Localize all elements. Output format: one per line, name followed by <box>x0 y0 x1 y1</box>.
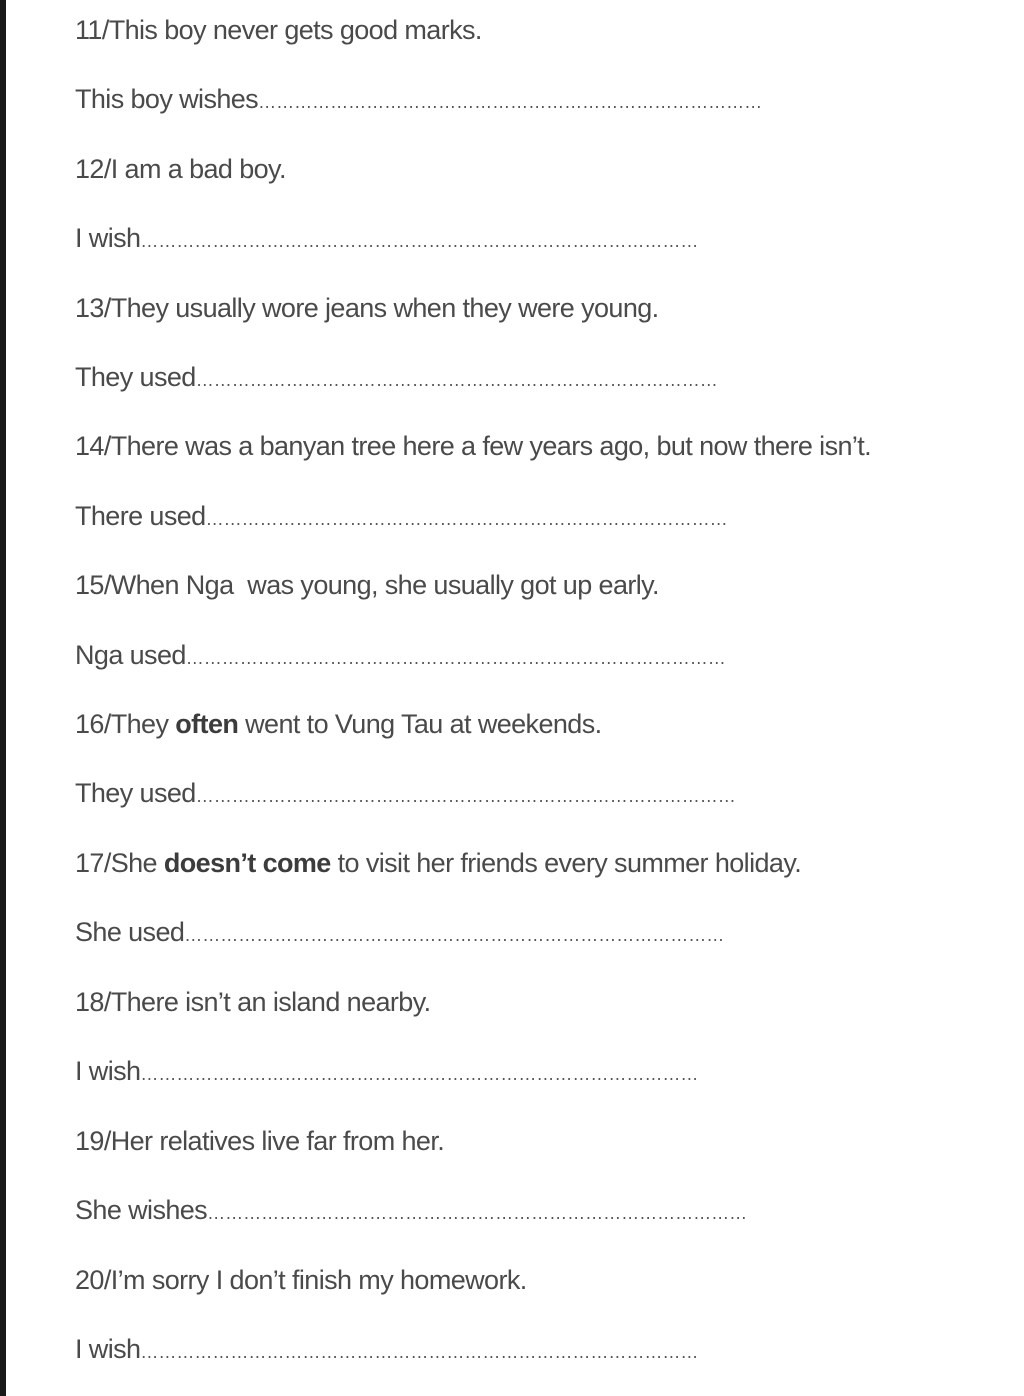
question-text: 19/Her relatives live far from her. <box>75 1126 445 1156</box>
question-text: 16/They <box>75 709 176 739</box>
answer-line-13[interactable] <box>75 359 718 395</box>
question-19 <box>75 1123 444 1159</box>
answer-prompt: She wishes <box>75 1195 208 1225</box>
question-keyword: often <box>175 709 239 739</box>
question-text: 12/I am a bad boy. <box>75 154 286 184</box>
question-20 <box>75 1262 527 1298</box>
question-text: 14/There was a banyan tree here a few years ago, but now there isn’t. <box>75 431 872 461</box>
question-12 <box>75 151 286 187</box>
answer-prompt: I wish <box>75 223 141 253</box>
answer-blank[interactable]: ………………………………………………………………………………… <box>140 231 699 251</box>
question-text: 20/I’m sorry I don’t finish my homework. <box>75 1265 527 1295</box>
answer-prompt: I wish <box>75 1056 141 1086</box>
answer-line-11[interactable] <box>75 81 762 117</box>
answer-line-14[interactable] <box>75 498 728 534</box>
question-16 <box>75 706 602 742</box>
question-text: 11/This boy never gets good marks. <box>75 15 482 45</box>
answer-blank[interactable]: ………………………………………………………………………… <box>258 92 763 112</box>
answer-line-19[interactable] <box>75 1192 747 1228</box>
question-15 <box>75 567 659 603</box>
answer-blank[interactable]: ………………………………………………………………………………… <box>140 1342 699 1362</box>
question-13 <box>75 290 659 326</box>
question-text: 15/When Nga was young, she usually got up early. <box>75 570 659 600</box>
answer-line-17[interactable] <box>75 914 724 950</box>
answer-line-15[interactable] <box>75 637 726 673</box>
answer-blank[interactable]: ……………………………………………………………………………… <box>207 1203 748 1223</box>
answer-line-20[interactable] <box>75 1331 698 1367</box>
answer-prompt: Nga used <box>75 640 186 670</box>
answer-blank[interactable]: ……………………………………………………………………………… <box>195 786 736 806</box>
answer-prompt: They used <box>75 362 196 392</box>
answer-line-18[interactable] <box>75 1053 698 1089</box>
answer-prompt: There used <box>75 501 206 531</box>
answer-blank[interactable]: ……………………………………………………………………………… <box>185 648 726 668</box>
question-text: 13/They usually wore jeans when they were young. <box>75 293 659 323</box>
question-text: 17/She <box>75 848 164 878</box>
answer-blank[interactable]: ………………………………………………………………………………… <box>140 1064 699 1084</box>
answer-blank[interactable]: …………………………………………………………………………… <box>205 509 728 529</box>
question-text-rest: went to Vung Tau at weekends. <box>238 709 602 739</box>
question-text: 18/There isn’t an island nearby. <box>75 987 431 1017</box>
left-edge-bar <box>0 0 6 1396</box>
answer-prompt: They used <box>75 778 196 808</box>
question-18 <box>75 984 431 1020</box>
question-keyword: doesn’t come <box>163 848 331 878</box>
answer-line-16[interactable] <box>75 775 736 811</box>
answer-blank[interactable]: …………………………………………………………………………… <box>195 370 718 390</box>
question-11 <box>75 12 482 48</box>
answer-prompt: This boy wishes <box>75 84 259 114</box>
answer-blank[interactable]: ……………………………………………………………………………… <box>184 925 725 945</box>
answer-prompt: I wish <box>75 1334 141 1364</box>
question-14 <box>75 428 871 464</box>
answer-line-12[interactable] <box>75 220 698 256</box>
question-text-rest: to visit her friends every summer holiday. <box>330 848 802 878</box>
answer-prompt: She used <box>75 917 185 947</box>
question-17 <box>75 845 801 881</box>
